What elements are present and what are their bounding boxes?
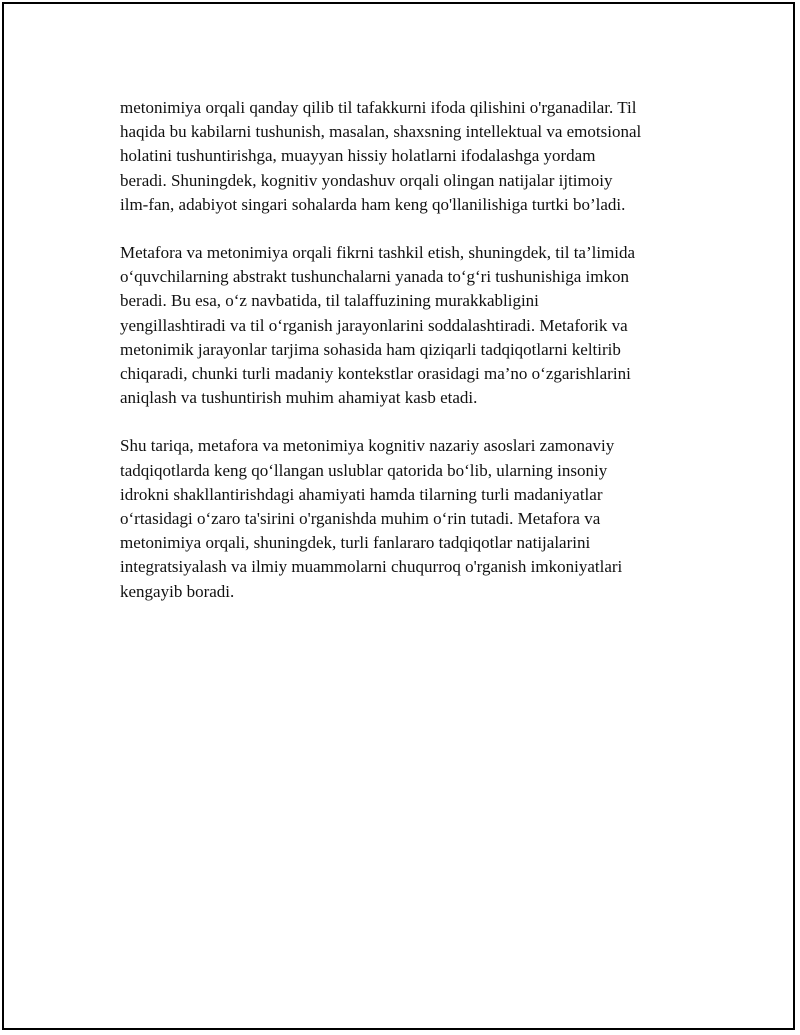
text-line: haqida bu kabilarni tushunish, masalan, shaxsning intellektual va emotsional [120,122,642,142]
text-line: holatini tushuntirishga, muayyan hissiy holatlarni ifodalashga yordam [120,146,596,166]
text-line: Shu tariqa, metafora va metonimiya kognitiv nazariy asoslari zamonaviy [120,436,615,456]
text-line: tadqiqotlarda keng qo‘llangan uslublar qatorida bo‘lib, ularning insoniy [120,460,608,480]
text-line: integratsiyalash va ilmiy muammolarni chuqurroq o'rganish imkoniyatlari [120,557,623,577]
text-line: kengayib boradi. [120,581,235,601]
text-line: beradi. Shuningdek, kognitiv yondashuv orqali olingan natijalar ijtimoiy [120,170,613,190]
text-line: metonimiya orqali qanday qilib til tafakkurni ifoda qilishini o'rganadilar. Til [120,98,637,117]
paragraph-2 [120,241,695,410]
text-line: beradi. Bu esa, o‘z navbatida, til talaffuzining murakkabligini [120,291,539,311]
text-line: o‘quvchilarning abstrakt tushunchalarni yanada to‘g‘ri tushunishiga imkon [120,267,629,287]
text-line: Metafora va metonimiya orqali fikrni tashkil etish, shuningdek, til ta’limida [120,243,636,263]
text-line: metonimik jarayonlar tarjima sohasida ham qiziqarli tadqiqotlarni keltirib [120,339,621,359]
document-body [120,96,695,628]
text-line: ilm-fan, adabiyot singari sohalarda ham keng qo'llanilishiga turtki bo’ladi. [120,194,626,214]
text-line: chiqaradi, chunki turli madaniy kontekstlar orasidagi ma’no o‘zgarishlarini [120,364,631,384]
paragraph-1 [120,96,695,217]
paragraph-3 [120,434,695,603]
text-line: aniqlash va tushuntirish muhim ahamiyat kasb etadi. [120,388,478,408]
text-line: yengillashtiradi va til o‘rganish jarayonlarini soddalashtiradi. Metaforik va [120,315,628,335]
text-line: idrokni shakllantirishdagi ahamiyati hamda tilarning turli madaniyatlar [120,484,603,504]
document-page [2,2,795,1030]
text-line: o‘rtasidagi o‘zaro ta'sirini o'rganishda muhim o‘rin tutadi. Metafora va [120,509,601,529]
text-line: metonimiya orqali, shuningdek, turli fanlararo tadqiqotlar natijalarini [120,533,591,553]
